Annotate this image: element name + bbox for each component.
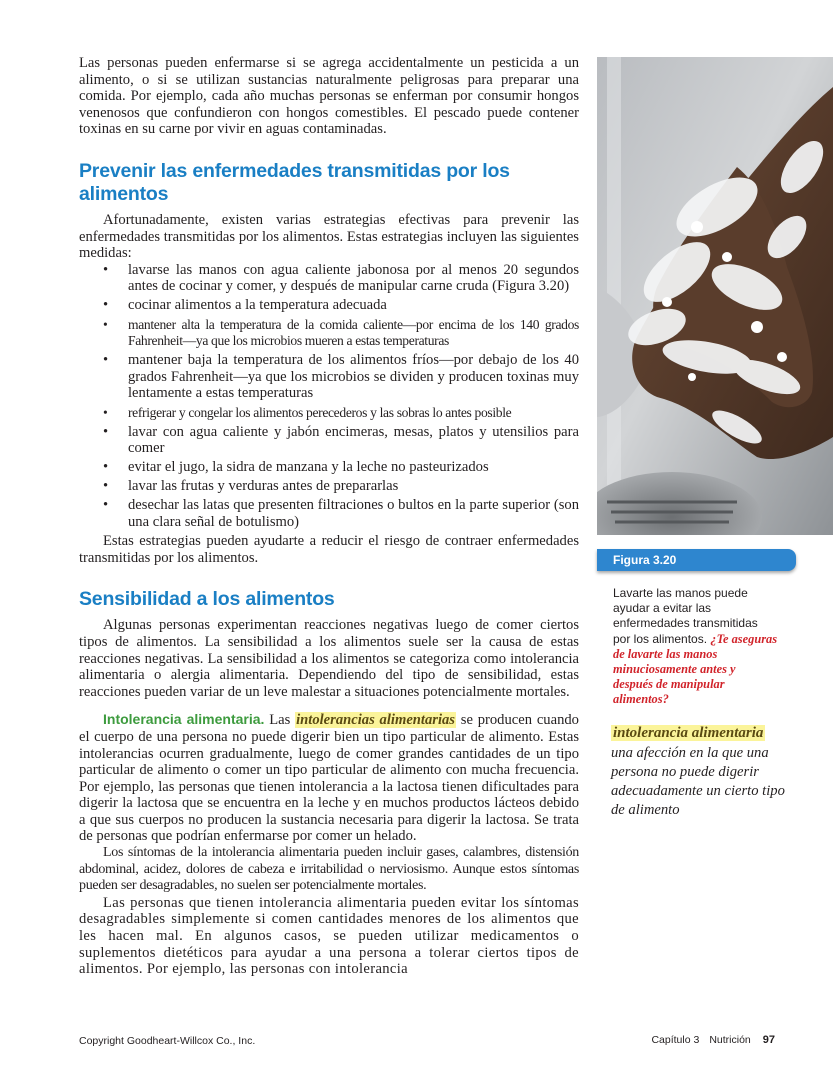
glossary-term: intolerancia alimentaria bbox=[613, 725, 764, 741]
run-in-rest: se producen cuando el cuerpo de una persona no puede digerir bien un tipo particular de alimento. Estas intolerancias ocurren gradualmente, luego de comer grandes cantidades de un tipo particular de alimento o comer un tipo particular de alimento con mucha frecuencia. Por ejemplo, las personas que tienen intolerancia a la lactosa tienen dificultades para digerir la lactosa que se encuentra en la leche y en muchos productos lácteos debido a que sus cuerpos no producen la sustancia necesaria para digerir la lactosa. Se trata de personas que podrían enfermarse por comer un helado. bbox=[79, 712, 579, 845]
footer-chapter: Capítulo 3 bbox=[651, 1034, 700, 1046]
footer-page-info bbox=[651, 1034, 775, 1046]
list-item: • refrigerar y congelar los alimentos perecederos y las sobras lo antes posible bbox=[79, 405, 579, 422]
list-item: • desechar las latas que presenten filtraciones o bultos en la parte superior (son una clara señal de botulismo) bbox=[79, 497, 579, 530]
figure-question: ¿Te aseguras de lavarte las manos minuciosamente antes y después de manipular alimentos? bbox=[613, 631, 778, 707]
section1-paragraph: Afortunadamente, existen varias estrategias efectivas para prevenir las enfermedades transmitidas por los alimentos. Estas estrategias incluyen las siguientes medidas: bbox=[79, 211, 579, 262]
soapy-hands-illustration bbox=[597, 57, 833, 535]
symptoms-paragraph: Los síntomas de la intolerancia alimentaria pueden incluir gases, calambres, distensión abdominal, acidez, dolores de cabeza e irritabilidad o nerviosismo. Aunque estos síntomas pueden ser desagradables, no suelen ser potencialmente mortales. bbox=[79, 845, 579, 894]
figure-label-tab: Figura 3.20 bbox=[597, 549, 796, 571]
list-item: • lavar las frutas y verduras antes de prepararlas bbox=[79, 478, 579, 495]
run-in-pre: Las bbox=[269, 712, 291, 729]
list-item: • lavar con agua caliente y jabón encimeras, mesas, platos y utensilios para comer bbox=[79, 424, 579, 457]
list-item: • mantener baja la temperatura de los alimentos fríos—por debajo de los 40 grados Fahrenheit—ya que los microbios se dividen y producen toxinas muy lentamente a estas temperaturas bbox=[79, 352, 579, 402]
run-in-heading: Intolerancia alimentaria. bbox=[103, 711, 265, 728]
glossary-entry bbox=[611, 724, 791, 820]
strategies-list bbox=[79, 262, 579, 531]
section-heading-sensitivity: Sensibilidad a los alimentos bbox=[79, 588, 335, 611]
list-item: • evitar el jugo, la sidra de manzana y la leche no pasteurizados bbox=[79, 459, 579, 476]
intolerance-paragraph bbox=[79, 711, 579, 845]
section1-closing: Estas estrategias pueden ayudarte a reducir el riesgo de contraer enfermedades transmitidas por los alimentos. bbox=[79, 533, 579, 566]
list-item: • mantener alta la temperatura de la comida caliente—por encima de los 140 grados Fahrenheit—ya que los microbios mueren a estas temperaturas bbox=[79, 317, 579, 350]
footer-chapter-title: Nutrición bbox=[709, 1034, 751, 1046]
hand-washing-photo bbox=[597, 57, 833, 535]
list-item: • cocinar alimentos a la temperatura adecuada bbox=[79, 297, 579, 314]
section-heading-prevent: Prevenir las enfermedades transmitidas por los alimentos bbox=[79, 159, 510, 205]
list-item: • lavarse las manos con agua caliente jabonosa por al menos 20 segundos antes de cocinar y comer, y después de manipular carne cruda (Figura 3.20) bbox=[79, 262, 579, 295]
intro-paragraph: Las personas pueden enfermarse si se agrega accidentalmente un pesticida a un alimento, o si se utilizan sustancias naturalmente peligrosas para preparar una comida. Por ejemplo, cada año muchas personas se enferman por consumir hongos venenosos que confundieron con hongos comestibles. El pescado puede contener toxinas en su carne por vivir en aguas contaminadas. bbox=[79, 55, 579, 138]
avoid-paragraph: Las personas que tienen intolerancia alimentaria pueden evitar los síntomas desagradables simplemente si comen cantidades menores de los alimentos que les hacen mal. En algunos casos, se pueden utilizar medicamentos o suplementos dietéticos para ayudar a una persona a tolerar ciertos tipos de alimentos. Por ejemplo, las personas con intolerancia bbox=[79, 894, 579, 978]
page-number: 97 bbox=[762, 1034, 775, 1046]
figure-caption bbox=[613, 586, 778, 708]
figure-caption-text: Lavarte las manos puede ayudar a evitar las enfermedades transmitidas por los alimentos. bbox=[613, 586, 758, 646]
footer-copyright: Copyright Goodheart-Willcox Co., Inc. bbox=[79, 1035, 256, 1047]
main-column bbox=[79, 55, 579, 978]
key-term-highlight: intolerancias alimentarias bbox=[296, 712, 455, 729]
section2-paragraph: Algunas personas experimentan reacciones negativas luego de comer ciertos tipos de alimentos. La sensibilidad a los alimentos suele ser la causa de estas reacciones negativas. La sensibilidad a los alimentos se categoriza como intolerancia alimentaria o alergia alimentaria. Dependiendo del tipo de sensibilidad, estas reacciones pueden variar de un leve malestar a situaciones potencialmente mortales. bbox=[79, 617, 579, 700]
glossary-definition: una afección en la que una persona no puede digerir adecuadamente un cierto tipo de alimento bbox=[611, 745, 785, 818]
